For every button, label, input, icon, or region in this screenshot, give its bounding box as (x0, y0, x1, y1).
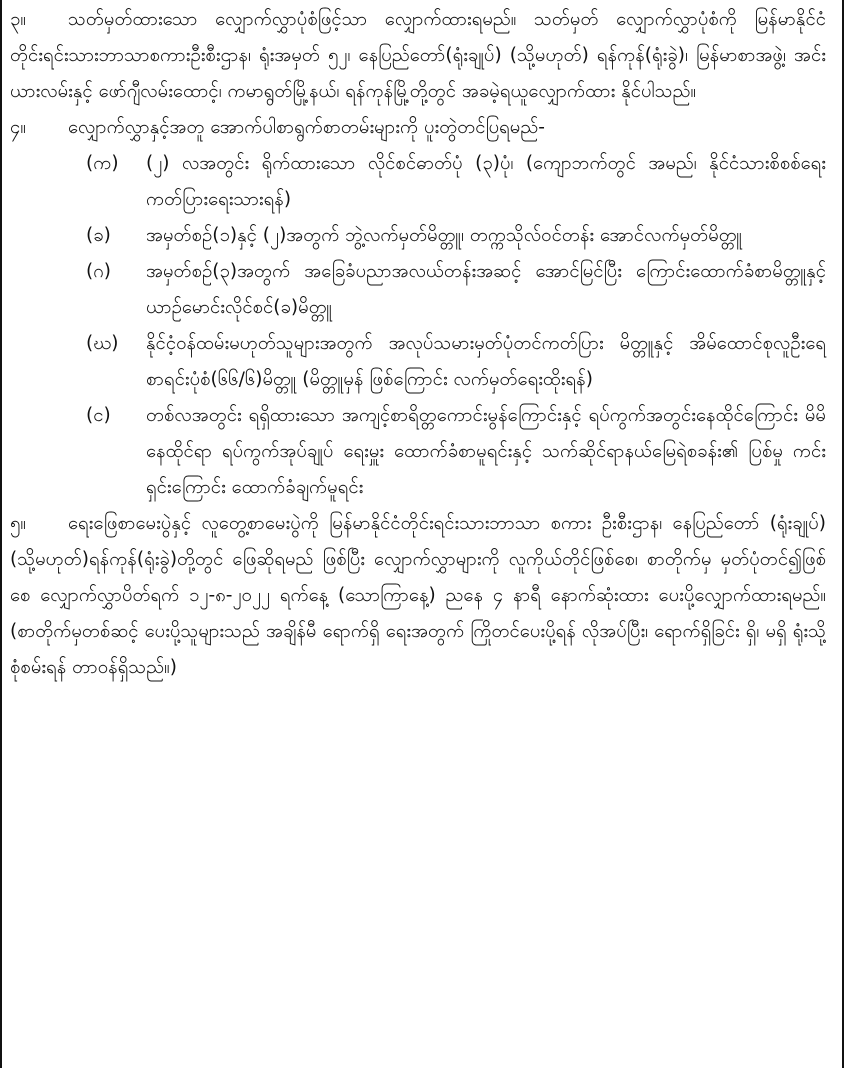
paragraph-text: ရေးဖြေစာမေးပွဲနှင့် လူတွေ့စာမေးပွဲကို မြန်မာနိုင်ငံတိုင်းရင်းသားဘာသာ စကား ဦးစီးဌာန၊ နေပြည်တော် (ရုံးချုပ်)(သို့မဟုတ်)ရန်ကုန်(ရုံးခွဲ)တို့တွင် ဖြေဆိုရမည် ဖြစ်ပြီး လျှောက်လွှာများကို လူကိုယ်တိုင်ဖြစ်စေ၊ စာတိုက်မှ မှတ်ပုံတင်၍ဖြစ်စေ လျှောက်လွှာပိတ်ရက် ၁၂-၈-၂၀၂၂ ရက်နေ့ (သောကြာနေ့) ညနေ ၄ နာရီ နောက်ဆုံးထား ပေးပို့လျှောက်ထားရမည်။ (စာတိုက်မှတစ်ဆင့် ပေးပို့သူများသည် အချိန်မီ ရောက်ရှိ ရေးအတွက် ကြိုတင်ပေးပို့ရန် လိုအပ်ပြီး၊ ရောက်ရှိခြင်း ရှိ၊ မရှိ ရုံးသို့ စုံစမ်းရန် တာဝန်ရှိသည်။) (10, 513, 826, 678)
list-item-label: (ဃ) (86, 333, 119, 354)
paragraph-3 (10, 2, 826, 110)
list-item (10, 254, 826, 326)
list-item-text: အမှတ်စဉ်(၁)နှင့် (၂)အတွက် ဘွဲ့လက်မှတ်မိတ္တူ၊ တက္ကသိုလ်ဝင်တန်း အောင်လက်မှတ်မိတ္တူ (146, 225, 743, 246)
list-item (10, 326, 826, 398)
list-item-text: တစ်လအတွင်း ရရှိထားသော အကျင့်စာရိတ္တကောင်းမွန်ကြောင်းနှင့် ရပ်ကွက်အတွင်းနေထိုင်ကြောင်း မိမိနေထိုင်ရာ ရပ်ကွက်အုပ်ချုပ် ရေးမှူး ထောက်ခံစာမူရင်းနှင့် သက်ဆိုင်ရာနယ်မြေရဲစခန်း၏ ပြစ်မှု ကင်းရှင်းကြောင်း ထောက်ခံချက်မူရင်း (146, 405, 826, 498)
list-item-label: (က) (86, 153, 119, 174)
list-item-label: (ခ) (86, 225, 111, 246)
paragraph-number: ၄။ (10, 117, 27, 138)
list-item-label: (င) (86, 405, 111, 426)
list-item-text: (၂) လအတွင်း ရိုက်ထားသော လိုင်စင်ဓာတ်ပုံ (၃)ပုံ၊ (ကျောဘက်တွင် အမည်၊ နိုင်ငံသားစိစစ်ရေးကတ်ပြားရေးသားရန်) (146, 153, 826, 210)
list-item (10, 146, 826, 218)
paragraph-number: ၅။ (10, 513, 27, 534)
list-item (10, 398, 826, 506)
list-item (10, 218, 826, 254)
paragraph-5 (10, 506, 826, 686)
paragraph-4 (10, 110, 826, 146)
list-item-text: အမှတ်စဉ်(၃)အတွက် အခြေခံပညာအလယ်တန်းအဆင့် အောင်မြင်ပြီး ကြောင်းထောက်ခံစာမိတ္တူနှင့် ယာဉ်မောင်းလိုင်စင်(ခ)မိတ္တူ (146, 261, 826, 318)
paragraph-text: သတ်မှတ်ထားသော လျှောက်လွှာပုံစံဖြင့်သာ လျှောက်ထားရမည်။ သတ်မှတ် လျှောက်လွှာပုံစံကို မြန်မာနိုင်ငံ တိုင်းရင်းသားဘာသာစကားဦးစီးဌာန၊ ရုံးအမှတ် ၅၂၊ နေပြည်တော်(ရုံးချုပ်) (သို့မဟုတ်) ရန်ကုန်(ရုံးခွဲ)၊ မြန်မာစာအဖွဲ့၊ အင်းယားလမ်းနှင့် ဖော်ဂျီလမ်းထောင့်၊ ကမာရွတ်မြို့နယ်၊ ရန်ကုန်မြို့တို့တွင် အခမဲ့ရယူလျှောက်ထား နိုင်ပါသည်။ (10, 9, 826, 102)
list-item-label: (ဂ) (86, 261, 112, 282)
paragraph-number: ၃။ (10, 9, 27, 30)
paragraph-text: လျှောက်လွှာနှင့်အတူ အောက်ပါစာရွက်စာတမ်းများကို ပူးတွဲတင်ပြရမည်- (68, 117, 545, 138)
list-item-text: နိုင်ငံ့ဝန်ထမ်းမဟုတ်သူများအတွက် အလုပ်သမားမှတ်ပုံတင်ကတ်ပြား မိတ္တူနှင့် အိမ်ထောင်စုလူဦးရေစာရင်းပုံစံ(၆၆/၆)မိတ္တူ (မိတ္တူမှန် ဖြစ်ကြောင်း လက်မှတ်ရေးထိုးရန်) (146, 333, 826, 390)
